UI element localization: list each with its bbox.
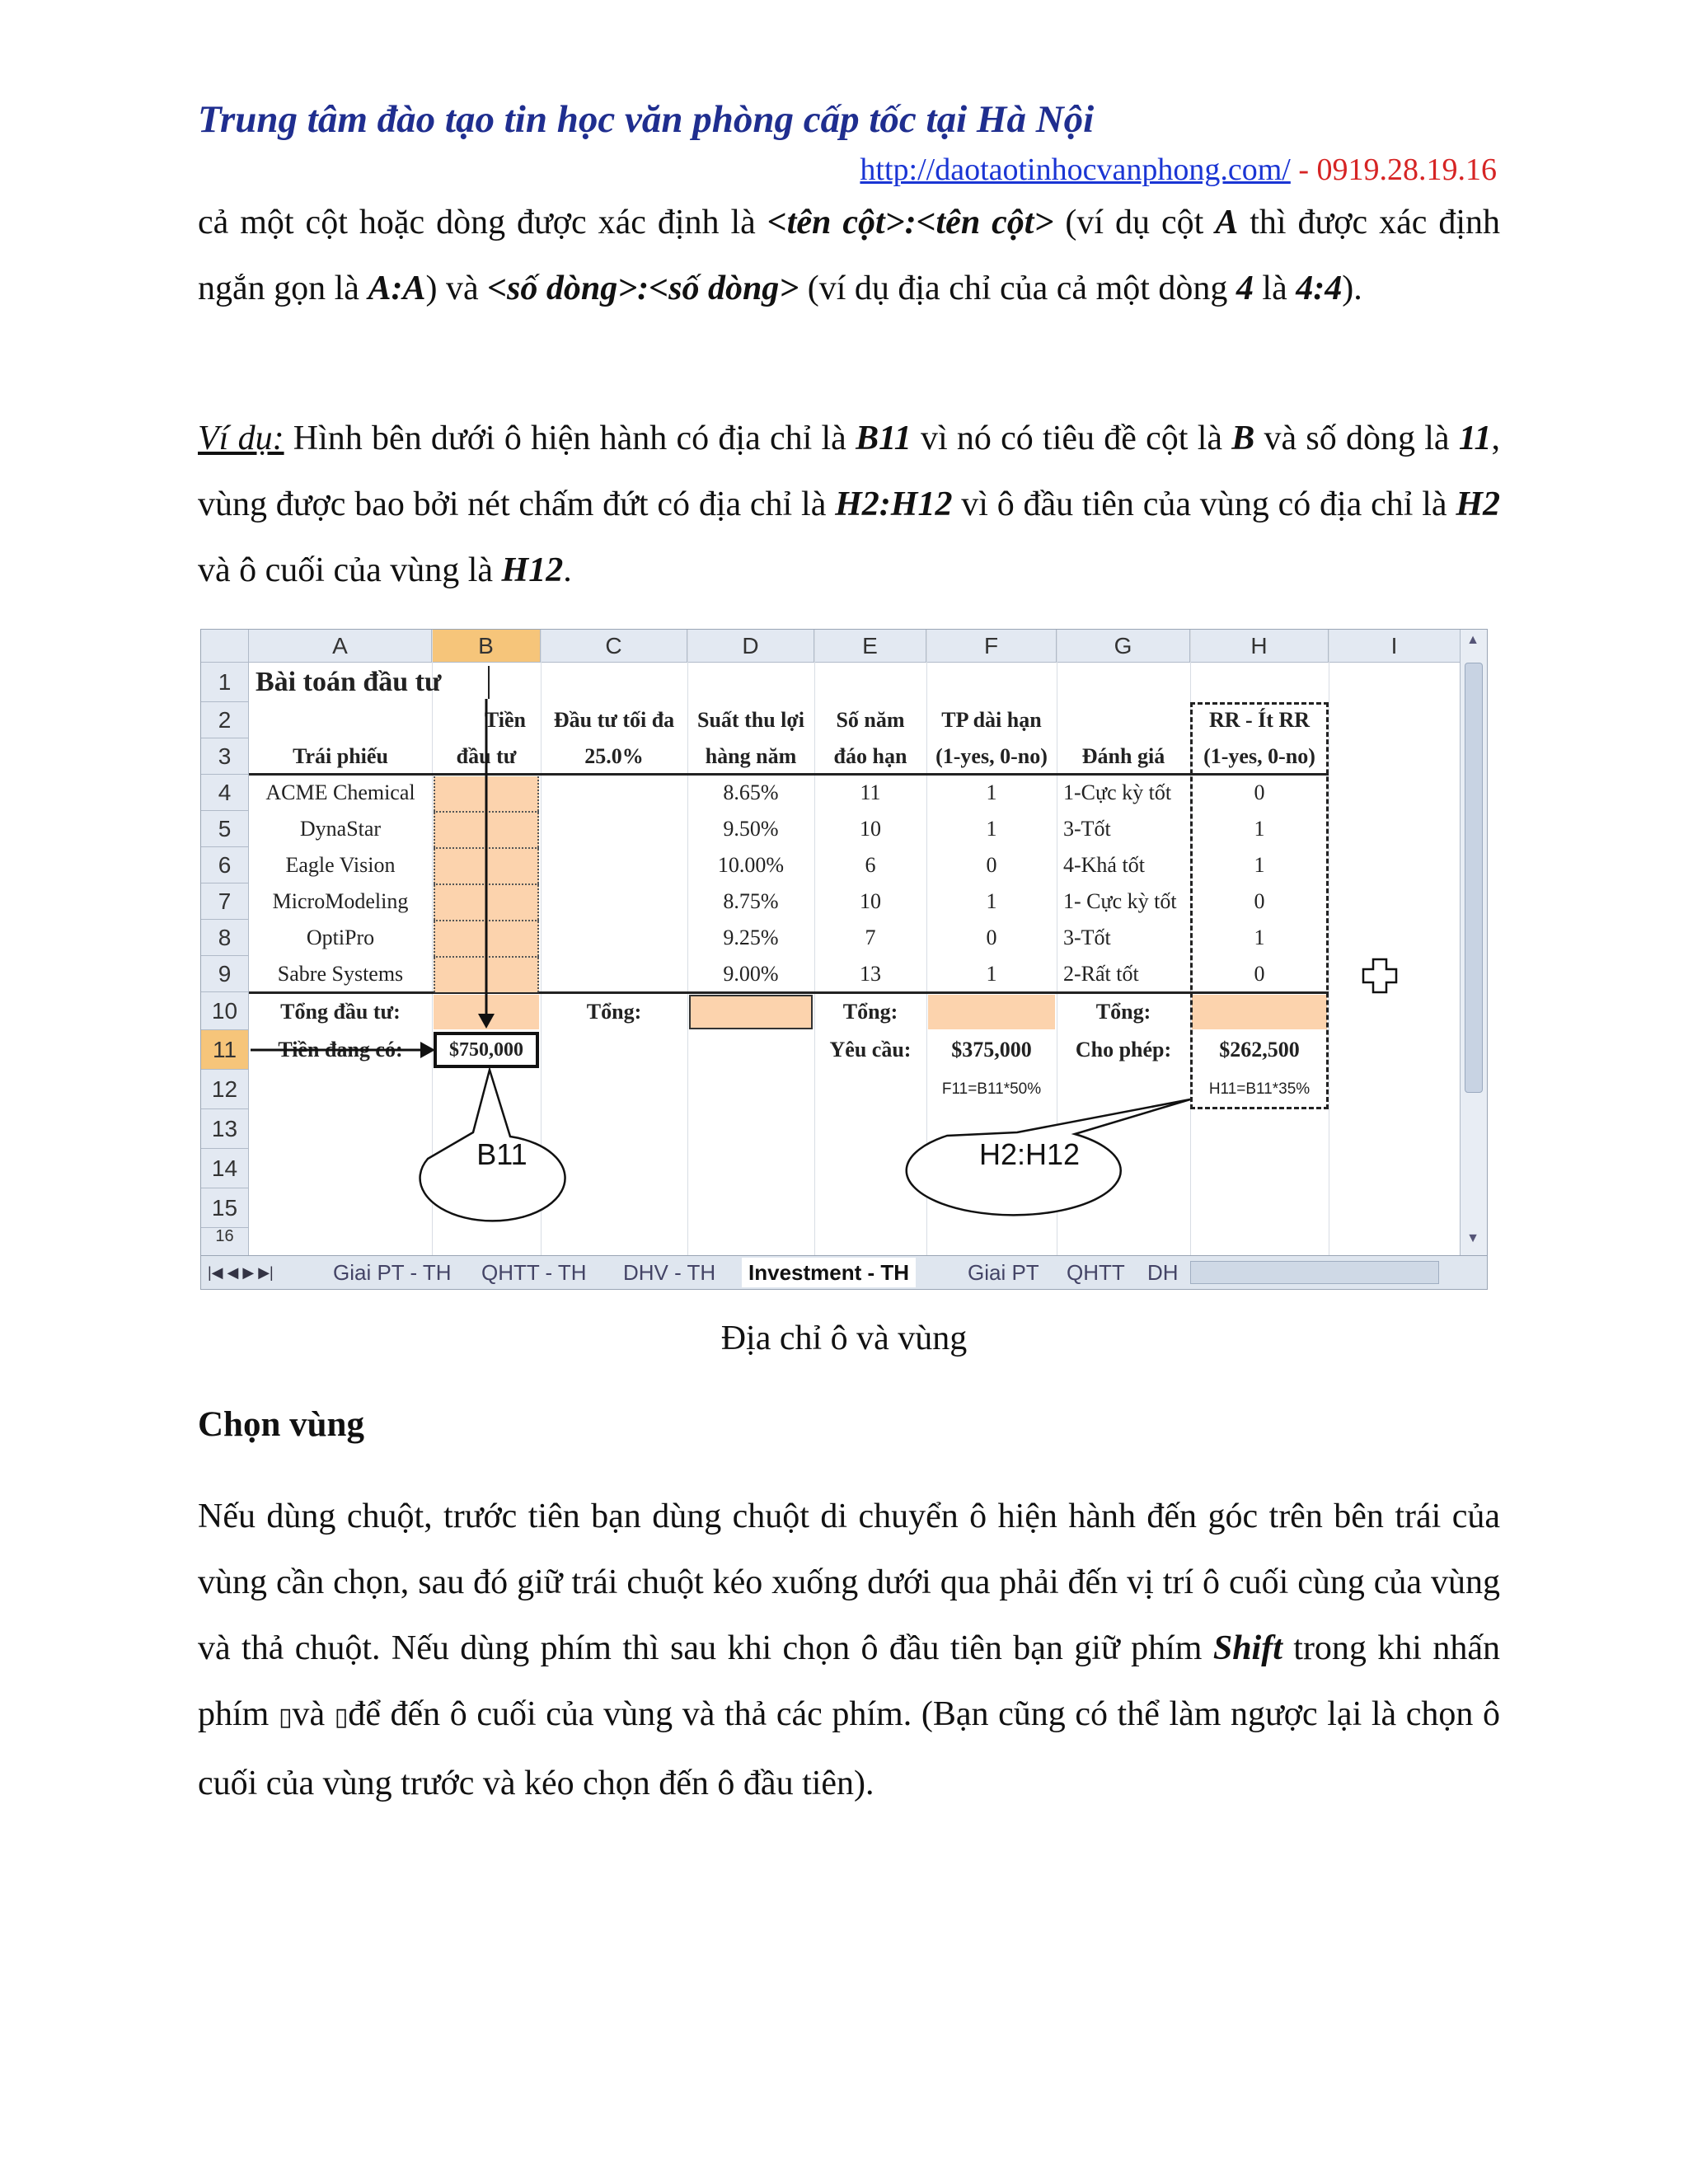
column-header-b[interactable]: B xyxy=(432,630,541,663)
yield-cell[interactable]: 9.25% xyxy=(723,926,779,949)
row-header[interactable]: 14 xyxy=(201,1149,249,1188)
p1-term: 4:4 xyxy=(1296,269,1343,307)
column-header-g[interactable]: G xyxy=(1057,630,1190,663)
p2-term: B xyxy=(1231,419,1255,457)
column-header-i[interactable]: I xyxy=(1329,630,1461,663)
risk-cell[interactable]: 1 xyxy=(1254,817,1265,841)
p1-text: (ví dụ cột xyxy=(1053,204,1216,241)
years-cell[interactable]: 7 xyxy=(865,926,876,949)
risk-cell[interactable]: 0 xyxy=(1254,889,1265,913)
header-cell[interactable]: Số năm xyxy=(836,708,905,732)
years-cell[interactable]: 13 xyxy=(860,962,881,986)
arrow-head xyxy=(478,1014,495,1029)
row-header[interactable]: 13 xyxy=(201,1109,249,1149)
header-title: Trung tâm đào tạo tin học văn phòng cấp tốc tại Hà Nội xyxy=(198,98,1095,141)
bond-name-cell[interactable]: ACME Chemical xyxy=(265,780,415,804)
p2-text: Hình bên dưới ô hiện hành có địa chỉ là xyxy=(284,419,856,457)
sheet-tab[interactable]: DHV - TH xyxy=(623,1260,716,1285)
p2-text: vì nó có tiêu đề cột là xyxy=(911,419,1232,457)
header-contact xyxy=(860,152,1497,188)
rating-cell[interactable]: 2-Rất tốt xyxy=(1063,962,1139,986)
bond-name-cell[interactable]: MicroModeling xyxy=(272,889,409,913)
yield-cell[interactable]: 9.00% xyxy=(723,962,779,986)
row-header[interactable]: 7 xyxy=(201,883,249,920)
formula-note-cell[interactable]: F11=B11*50% xyxy=(941,1080,1042,1098)
rating-cell[interactable]: 1- Cực kỳ tốt xyxy=(1063,889,1177,913)
p2-term: H12 xyxy=(501,551,564,589)
row-header[interactable]: 8 xyxy=(201,920,249,956)
spreadsheet-figure xyxy=(200,629,1488,1290)
arrow-head xyxy=(420,1042,435,1058)
column-header-f[interactable]: F xyxy=(926,630,1057,663)
p2-text: và ô cuối của vùng là xyxy=(198,551,502,589)
years-cell[interactable]: 11 xyxy=(860,780,881,804)
p2-text: vì ô đầu tiên của vùng có địa chỉ là xyxy=(952,485,1456,523)
header-cell[interactable]: RR - Ít RR xyxy=(1208,708,1311,732)
p2-text: , vùng được bao bởi nét chấm đứt có địa chỉ là xyxy=(198,419,1501,523)
long-term-cell[interactable]: 1 xyxy=(986,780,997,804)
sheet-tab[interactable]: Giai PT xyxy=(968,1260,1039,1285)
example-label: Ví dụ: xyxy=(198,419,284,457)
p1-term: A:A xyxy=(368,269,426,307)
p1-text: là xyxy=(1253,269,1296,307)
row-header[interactable]: 12 xyxy=(201,1070,249,1109)
formula-note-cell[interactable]: H11=B11*35% xyxy=(1208,1080,1311,1098)
p2-term: H2:H12 xyxy=(835,485,953,523)
years-cell[interactable]: 10 xyxy=(860,889,881,913)
scroll-down-icon[interactable]: ▼ xyxy=(1466,1231,1479,1245)
yield-cell[interactable]: 10.00% xyxy=(717,853,785,877)
p3-text: để đến ô cuối của vùng và thả các phím. (Bạn cũng có thể làm ngược lại là chọn ô cuối của vùng trước và kéo chọn đến ô đầu tiên). xyxy=(198,1695,1500,1802)
active-cell-b11[interactable]: $750,000 xyxy=(434,1032,539,1068)
header-cell[interactable]: Tiền xyxy=(484,708,526,732)
p1-text: cả một cột hoặc dòng được xác định là xyxy=(198,204,767,241)
p1-text: (ví dụ địa chỉ của cả một dòng xyxy=(799,269,1236,307)
header-cell[interactable]: Trái phiếu xyxy=(293,744,388,768)
risk-cell[interactable]: 1 xyxy=(1254,926,1265,949)
rating-cell[interactable]: 3-Tốt xyxy=(1063,926,1111,949)
scrollbar-thumb[interactable] xyxy=(1465,663,1483,1093)
row-header[interactable]: 3 xyxy=(201,738,249,775)
header-cell[interactable]: (1-yes, 0-no) xyxy=(935,744,1048,768)
row-header[interactable]: 1 xyxy=(201,663,249,702)
vertical-scrollbar[interactable] xyxy=(1460,630,1487,1256)
p1-term: A xyxy=(1215,204,1239,241)
column-header-e[interactable]: E xyxy=(814,630,926,663)
allowed-label-cell[interactable]: Cho phép: xyxy=(1075,1038,1172,1062)
annotation-overlay xyxy=(201,630,1487,1256)
required-label-cell[interactable]: Yêu cầu: xyxy=(829,1038,912,1062)
row-header[interactable]: 6 xyxy=(201,847,249,883)
risk-cell[interactable]: 1 xyxy=(1254,853,1265,877)
yield-cell[interactable]: 9.50% xyxy=(723,817,779,841)
total-label-cell[interactable]: Tổng: xyxy=(1095,1000,1151,1024)
row-header[interactable]: 16 xyxy=(201,1228,249,1256)
required-value-cell[interactable]: $375,000 xyxy=(951,1038,1032,1062)
row-header[interactable]: 4 xyxy=(201,775,249,811)
column-header-d[interactable]: D xyxy=(687,630,814,663)
p2-text: . xyxy=(563,551,572,589)
p3-text: trong khi nhấn phím xyxy=(198,1629,1500,1733)
p3-term: Shift xyxy=(1212,1629,1282,1667)
header-cell[interactable]: Đầu tư tối đa xyxy=(553,708,675,732)
years-cell[interactable]: 10 xyxy=(860,817,881,841)
p2-term: H2 xyxy=(1456,485,1500,523)
header-cell[interactable]: hàng năm xyxy=(705,744,797,768)
p1-term: <tên cột>:<tên cột> xyxy=(767,204,1054,241)
header-url-link[interactable]: http://daotaotinhocvanphong.com/ xyxy=(860,152,1291,187)
sheet-tab[interactable]: QHTT xyxy=(1067,1260,1125,1285)
risk-cell[interactable]: 0 xyxy=(1254,780,1265,804)
bond-name-cell[interactable]: Sabre Systems xyxy=(277,962,404,986)
p3-text: Nếu dùng chuột, trước tiên bạn dùng chuột di chuyển ô hiện hành đến góc trên bên trái của vùng cần chọn, sau đó giữ trái chuột kéo xuống dưới qua phải đến vị trí ô cuối cùng của vùng và thả chuột. Nếu dùng phím thì sau khi chọn ô đầu tiên bạn giữ phím xyxy=(198,1497,1500,1667)
figure-caption: Địa chỉ ô và vùng xyxy=(720,1319,968,1357)
callout-label-b11: B11 xyxy=(476,1137,528,1171)
callout-label-h2h12: H2:H12 xyxy=(978,1137,1081,1171)
column-header-c[interactable]: C xyxy=(541,630,687,663)
long-term-cell[interactable]: 1 xyxy=(986,889,997,913)
p2-text: và số dòng là xyxy=(1254,419,1459,457)
yield-cell[interactable]: 8.65% xyxy=(723,780,779,804)
header-cell[interactable]: Đánh giá xyxy=(1081,744,1165,768)
long-term-cell[interactable]: 0 xyxy=(986,853,997,877)
horizontal-scrollbar[interactable] xyxy=(1190,1261,1439,1284)
sheet-tab[interactable]: Giai PT - TH xyxy=(333,1260,452,1285)
years-cell[interactable]: 6 xyxy=(865,853,876,877)
paragraph-2 xyxy=(198,405,1500,603)
long-term-cell[interactable]: 0 xyxy=(986,926,997,949)
header-cell[interactable]: 25.0% xyxy=(584,744,644,768)
paragraph-1 xyxy=(198,190,1500,321)
key-glyph-icon: ▯ xyxy=(334,1703,349,1732)
bond-name-cell[interactable]: OptiPro xyxy=(306,926,375,949)
bond-name-cell[interactable]: DynaStar xyxy=(299,817,382,841)
cursor-cross-icon xyxy=(1363,959,1396,992)
scroll-up-icon[interactable]: ▲ xyxy=(1466,633,1479,647)
tab-nav-arrows-icon[interactable]: |◀ ◀ ▶ ▶| xyxy=(208,1264,274,1281)
column-header-a[interactable]: A xyxy=(249,630,432,663)
row-header[interactable]: 10 xyxy=(201,992,249,1030)
p1-text: ) và xyxy=(425,269,488,307)
p2-term: 11 xyxy=(1458,419,1492,457)
header-cell[interactable]: đáo hạn xyxy=(833,744,907,768)
p2-term: B11 xyxy=(856,419,912,457)
header-cell[interactable]: đầu tư xyxy=(456,744,517,768)
sheet-tab-bar xyxy=(201,1255,1487,1289)
row-header[interactable]: 9 xyxy=(201,956,249,992)
p1-text: thì được xác định ngắn gọn là xyxy=(198,204,1500,307)
header-cell[interactable]: (1-yes, 0-no) xyxy=(1203,744,1315,768)
rating-cell[interactable]: 4-Khá tốt xyxy=(1063,853,1145,877)
header-cell[interactable]: Suất thu lợi xyxy=(697,708,804,732)
rating-cell[interactable]: 3-Tốt xyxy=(1063,817,1111,841)
long-term-cell[interactable]: 1 xyxy=(986,962,997,986)
paragraph-3 xyxy=(198,1483,1500,1816)
header-cell[interactable]: TP dài hạn xyxy=(941,708,1042,732)
column-header-h[interactable]: H xyxy=(1190,630,1329,663)
section-heading: Chọn vùng xyxy=(198,1405,364,1444)
cash-label-cell[interactable]: Tiền đang có: xyxy=(278,1038,403,1062)
row-header[interactable]: 11 xyxy=(201,1030,249,1070)
sheet-tab-active[interactable]: Investment - TH xyxy=(742,1258,916,1287)
bond-name-cell[interactable]: Eagle Vision xyxy=(285,853,396,877)
p1-text: ). xyxy=(1342,269,1362,307)
yield-cell[interactable]: 8.75% xyxy=(723,889,779,913)
row-header[interactable]: 2 xyxy=(201,702,249,738)
long-term-cell[interactable]: 1 xyxy=(986,817,997,841)
header-phone: - 0919.28.19.16 xyxy=(1290,152,1497,187)
rating-cell[interactable]: 1-Cực kỳ tốt xyxy=(1063,780,1172,804)
key-glyph-icon: ▯ xyxy=(278,1703,293,1732)
p3-text: và xyxy=(292,1695,335,1733)
row-header[interactable]: 15 xyxy=(201,1188,249,1228)
sheet-title-cell[interactable]: Bài toán đầu tư xyxy=(256,667,442,697)
row-header[interactable]: 5 xyxy=(201,811,249,847)
sheet-tab[interactable]: DH xyxy=(1147,1260,1179,1285)
allowed-value-cell[interactable]: $262,500 xyxy=(1219,1038,1300,1062)
total-label-cell[interactable]: Tổng: xyxy=(842,1000,898,1024)
total-label-cell[interactable]: Tổng đầu tư: xyxy=(280,1000,401,1024)
sheet-tab[interactable]: QHTT - TH xyxy=(481,1260,587,1285)
total-label-cell[interactable]: Tổng: xyxy=(586,1000,642,1024)
risk-cell[interactable]: 0 xyxy=(1254,962,1265,986)
p1-term: 4 xyxy=(1236,269,1254,307)
p1-term: <số dòng>:<số dòng> xyxy=(487,269,799,307)
